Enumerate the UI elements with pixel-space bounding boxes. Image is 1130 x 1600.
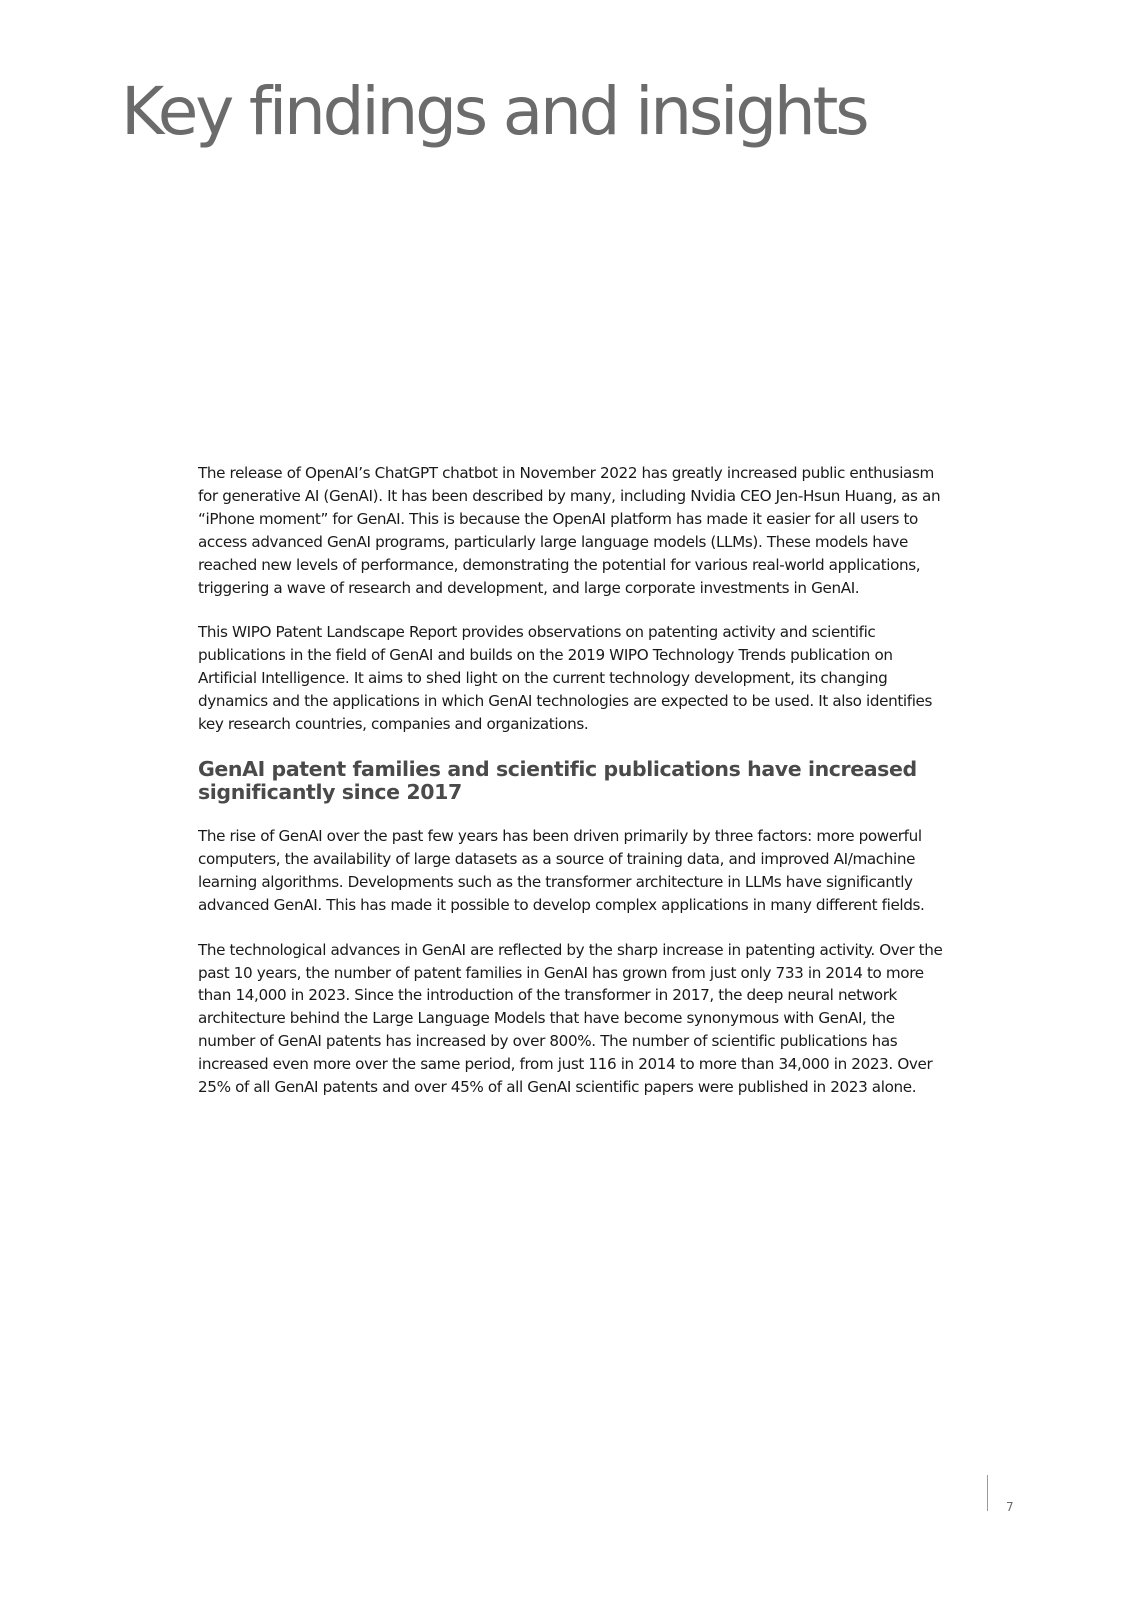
section-heading: GenAI patent families and scientific publications have increased significantly since 2017 (198, 756, 917, 804)
page-number: 7 (1006, 1500, 1014, 1514)
footer-divider (987, 1475, 988, 1511)
intro-paragraph: The release of OpenAI’s ChatGPT chatbot in November 2022 has greatly increased public enthusiasm for generative AI (GenAI). It has been described by many, including Nvidia CEO Jen-Hsun Huang, as an “iPhone moment” for GenAI. This is because the OpenAI platform has made it easier for all users to access advanced GenAI programs, particularly large language models (LLMs). These models have reached new levels of performance, demonstrating the potential for various real-world applications, triggering a wave of research and development, and large corporate investments in GenAI. (198, 464, 941, 597)
section-paragraph: The rise of GenAI over the past few years has been driven primarily by three factors: more powerful computers, the availability of large datasets as a source of training data, and improved AI/machine learning algorithms. Developments such as the transformer architecture in LLMs have significantly advanced GenAI. This has made it possible to develop complex applications in many different fields. (198, 826, 925, 914)
body-column (198, 462, 943, 1121)
page-title: Key findings and insights (121, 73, 867, 150)
section-paragraph: The technological advances in GenAI are reflected by the sharp increase in patenting activity. Over the past 10 years, the number of patent families in GenAI has grown from just only 733 in 2014 to more than 14,000 in 2023. Since the introduction of the transformer in 2017, the deep neural network architecture behind the Large Language Models that have become synonymous with GenAI, the number of GenAI patents has increased by over 800%. The number of scientific publications has increased even more over the same period, from just 116 in 2014 to more than 34,000 in 2023. Over 25% of all GenAI patents and over 45% of all GenAI scientific papers were published in 2023 alone. (198, 940, 943, 1097)
intro-paragraph: This WIPO Patent Landscape Report provides observations on patenting activity and scientific publications in the field of GenAI and builds on the 2019 WIPO Technology Trends publication on Artificial Intelligence. It aims to shed light on the current technology development, its changing dynamics and the applications in which GenAI technologies are expected to be used. It also identifies key research countries, companies and organizations. (198, 623, 933, 734)
